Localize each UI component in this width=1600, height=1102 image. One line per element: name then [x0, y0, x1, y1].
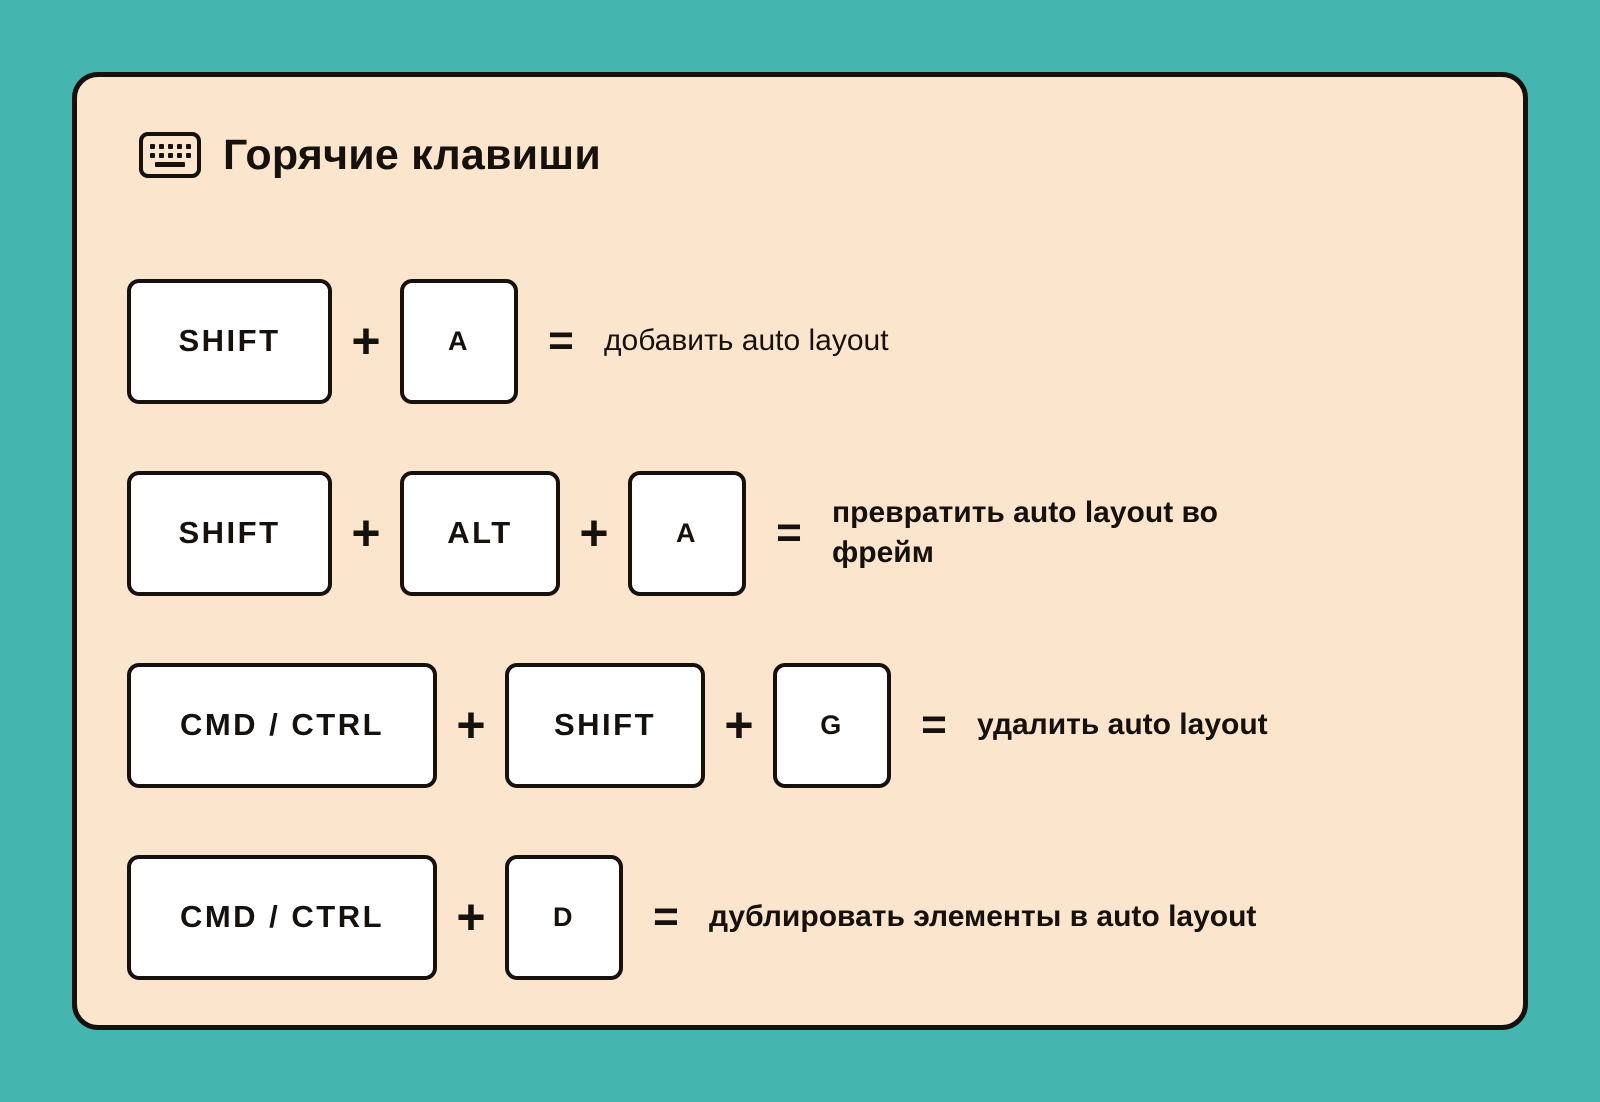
- shortcut-description: превратить auto layout во фрейм: [832, 495, 1218, 569]
- shortcut-row: [77, 821, 1523, 1013]
- shortcuts-card: [72, 72, 1528, 1030]
- key-shift: SHIFT: [127, 279, 332, 404]
- shortcut-list: [77, 245, 1523, 1013]
- key-cmd-ctrl: CMD / CTRL: [127, 663, 437, 788]
- plus-icon: +: [351, 313, 381, 369]
- key-g: G: [773, 663, 891, 788]
- key-a: A: [400, 279, 518, 404]
- keyboard-icon: [139, 132, 201, 178]
- shortcut-description: добавить auto layout: [604, 323, 889, 357]
- key-a: A: [628, 471, 746, 596]
- card-header: [77, 77, 1523, 178]
- plus-icon: +: [724, 697, 754, 753]
- key-alt: ALT: [400, 471, 560, 596]
- key-d: D: [505, 855, 623, 980]
- equals-icon: =: [653, 892, 679, 941]
- shortcut-description: дублировать элементы в auto layout: [709, 899, 1257, 933]
- shortcut-row: [77, 245, 1523, 437]
- key-shift: SHIFT: [127, 471, 332, 596]
- plus-icon: +: [579, 505, 609, 561]
- equals-icon: =: [548, 316, 574, 365]
- page-title: Горячие клавиши: [223, 130, 601, 179]
- shortcut-row: [77, 629, 1523, 821]
- key-shift: SHIFT: [505, 663, 705, 788]
- key-cmd-ctrl: CMD / CTRL: [127, 855, 437, 980]
- shortcut-row: [77, 437, 1523, 629]
- equals-icon: =: [921, 700, 947, 749]
- plus-icon: +: [456, 697, 486, 753]
- equals-icon: =: [776, 508, 802, 557]
- plus-icon: +: [351, 505, 381, 561]
- plus-icon: +: [456, 889, 486, 945]
- shortcut-description: удалить auto layout: [977, 707, 1268, 741]
